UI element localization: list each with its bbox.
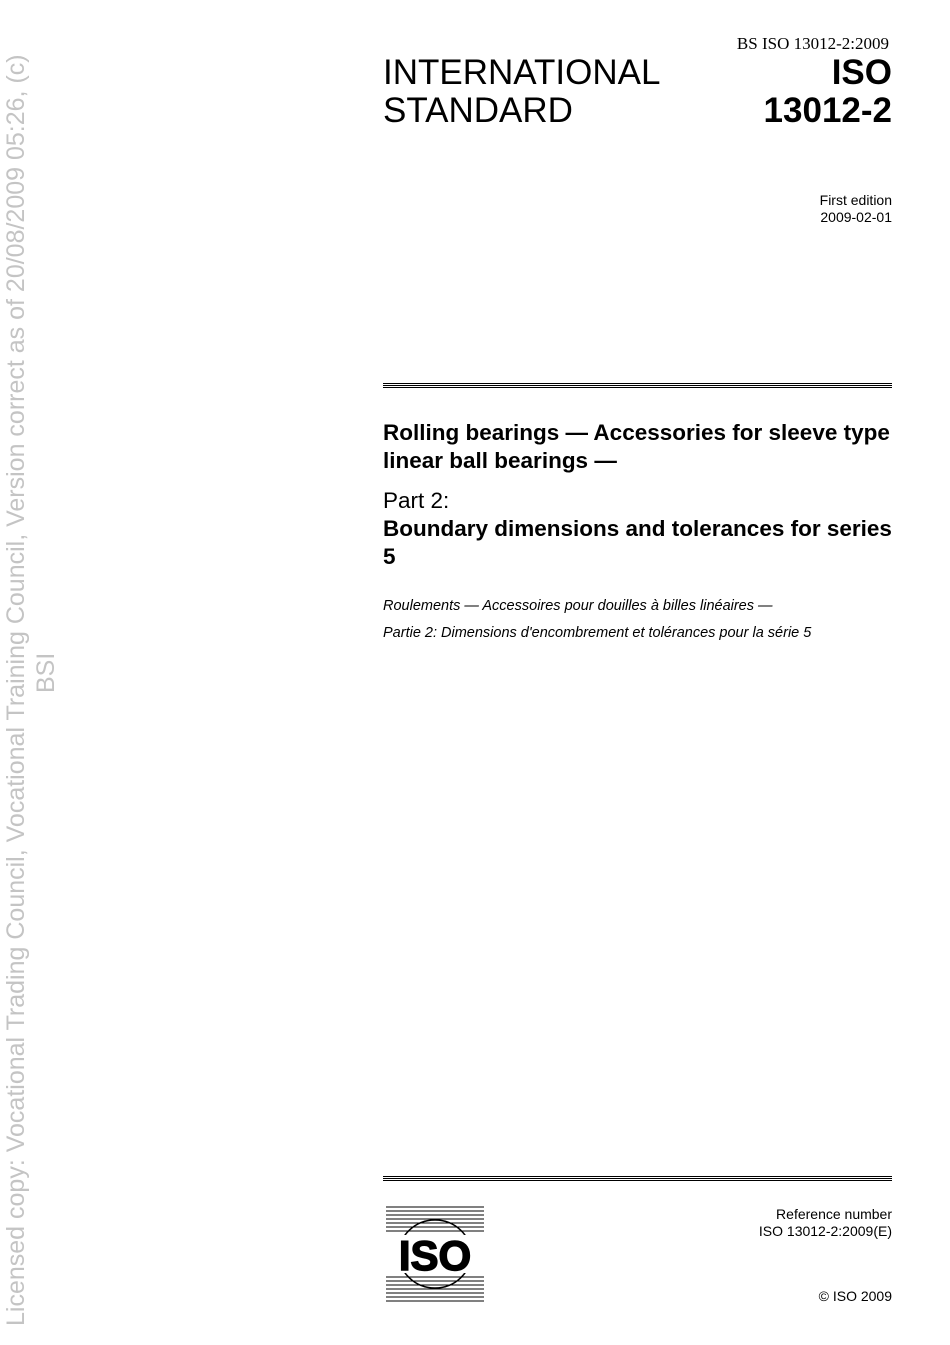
license-watermark: [0, 0, 70, 1345]
iso-logo-text: ISO: [398, 1232, 472, 1279]
standard-number: [764, 54, 892, 130]
top-divider: [383, 383, 892, 389]
document-title: Rolling bearings — Accessories for sleeve type linear ball bearings —: [383, 420, 890, 473]
bs-reference: BS ISO 13012-2:2009: [736, 34, 889, 53]
french-part-title: Partie 2: Dimensions d'encombrement et tolérances pour la série 5: [383, 625, 812, 641]
iso-number: 13012-2: [763, 91, 892, 130]
edition-date: 2009-02-01: [820, 209, 892, 225]
document-type-line-1: INTERNATIONAL: [383, 53, 661, 92]
edition-label: First edition: [819, 192, 892, 208]
part-label: Part 2:: [383, 488, 450, 513]
bottom-divider: [383, 1176, 892, 1182]
iso-label: ISO: [831, 53, 892, 92]
part-title: Boundary dimensions and tolerances for series 5: [383, 516, 892, 569]
watermark-line-2: BSI: [32, 652, 60, 693]
reference-number: ISO 13012-2:2009(E): [758, 1223, 892, 1239]
french-title: Roulements — Accessoires pour douilles à billes linéaires —: [383, 598, 773, 614]
document-type: [383, 54, 660, 130]
edition-info: [820, 192, 892, 226]
copyright: © ISO 2009: [818, 1288, 892, 1304]
iso-logo: [386, 1206, 484, 1302]
document-type-line-2: STANDARD: [383, 91, 573, 130]
reference-block: [759, 1206, 892, 1240]
watermark-line-1: Licensed copy: Vocational Trading Council, Vocational Training Council, Version correct as of 20/08/2009 05:26, (c): [2, 54, 30, 1326]
reference-label: Reference number: [776, 1206, 892, 1222]
